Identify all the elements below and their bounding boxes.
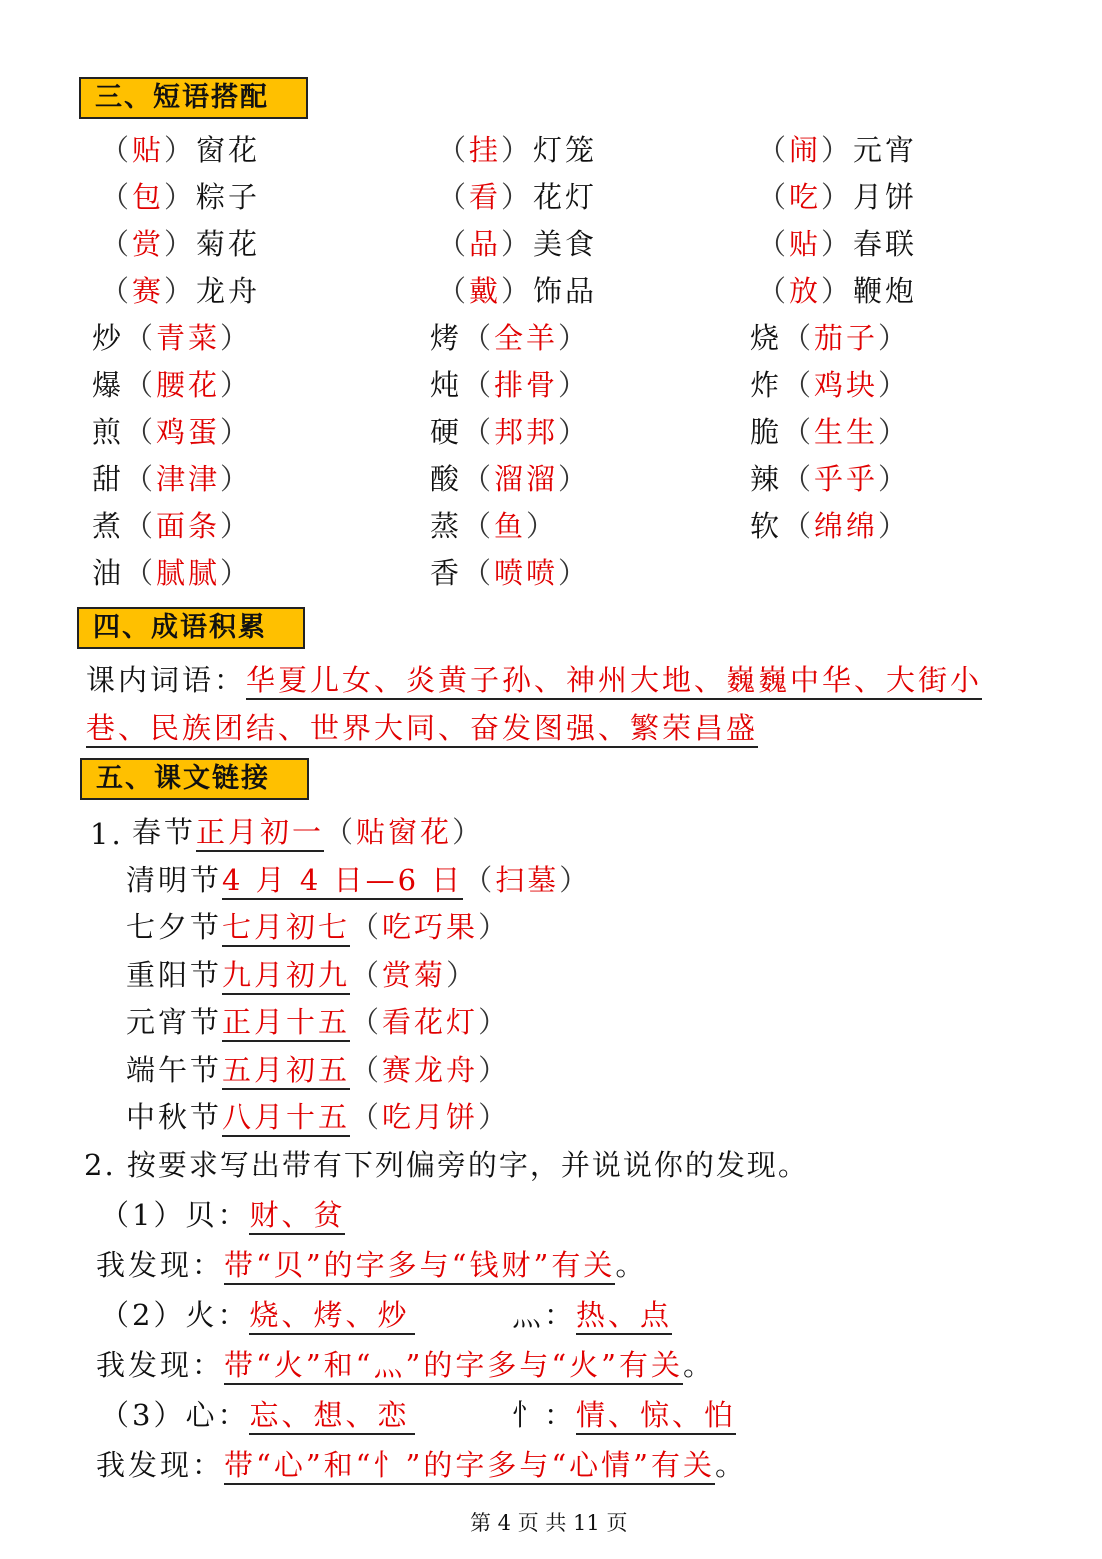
close-paren: ）: [878, 462, 911, 496]
verb-phrase-item: [437, 224, 597, 264]
festival-row: [126, 860, 591, 900]
radical-2-label: （2）火：: [100, 1298, 250, 1332]
noun-phrase-word: 蒸: [430, 509, 463, 543]
open-paren: （: [782, 462, 815, 496]
verb-phrase-item: [757, 177, 917, 217]
radical-3b-label: 忄：: [512, 1398, 577, 1432]
verb-answer: 挂: [469, 133, 502, 167]
radical-2b-line: [512, 1295, 672, 1335]
verb-phrase-item: [100, 177, 260, 217]
close-paren: ）: [478, 1052, 511, 1087]
close-paren: ）: [821, 274, 854, 308]
verb-phrase-word: 美食: [533, 227, 598, 261]
close-paren: ）: [878, 321, 911, 355]
open-paren: （: [124, 415, 157, 449]
noun-answer: 鱼: [494, 509, 527, 543]
close-paren: ）: [558, 368, 591, 402]
verb-phrase-word: 龙舟: [196, 274, 261, 308]
close-paren: ）: [478, 910, 511, 944]
close-paren: ）: [446, 957, 479, 992]
open-paren: （: [757, 133, 790, 167]
festival-name: 清明节: [126, 862, 223, 897]
noun-phrase-word: 烤: [430, 321, 463, 355]
open-paren: （: [437, 274, 470, 308]
verb-answer: 戴: [469, 274, 502, 308]
noun-phrase-item: [430, 553, 590, 593]
festival-custom: 看花灯: [382, 1005, 479, 1039]
verb-phrase-word: 灯笼: [533, 133, 598, 167]
finding-1-period: 。: [615, 1248, 648, 1282]
verb-answer: 品: [469, 227, 502, 261]
open-paren: （: [437, 180, 470, 214]
festival-date: 正月初一: [196, 814, 324, 852]
open-paren: （: [782, 509, 815, 543]
noun-phrase-word: 烧: [750, 321, 783, 355]
radical-3-line: [100, 1395, 415, 1435]
noun-answer: 排骨: [494, 368, 559, 402]
festival-date: 八月十五: [222, 1099, 350, 1137]
radical-2-answer: 烧、烤、炒: [249, 1297, 415, 1335]
verb-phrase-word: 春联: [853, 227, 918, 261]
open-paren: （: [124, 509, 157, 543]
close-paren: ）: [821, 133, 854, 167]
verb-phrase-word: 菊花: [196, 227, 261, 261]
radical-3-answer: 忘、想、恋: [249, 1397, 415, 1435]
open-paren: （: [100, 227, 133, 261]
radical-3b-line: [512, 1395, 736, 1435]
noun-phrase-word: 油: [92, 556, 125, 590]
close-paren: ）: [220, 415, 253, 449]
radical-3-label: （3）心：: [100, 1398, 250, 1432]
verb-answer: 吃: [789, 180, 822, 214]
open-paren: （: [462, 462, 495, 496]
close-paren: ）: [821, 227, 854, 261]
idiom-answer-2: 巷、民族团结、世界大同、奋发图强、繁荣昌盛: [86, 710, 758, 748]
close-paren: ）: [478, 1100, 511, 1134]
finding-3-label: 我发现：: [96, 1448, 225, 1482]
verb-phrase-word: 饰品: [533, 274, 598, 308]
radical-2b-answer: 热、点: [576, 1297, 672, 1335]
open-paren: （: [462, 556, 495, 590]
open-paren: （: [100, 274, 133, 308]
noun-answer: 鸡块: [814, 368, 879, 402]
open-paren: （: [350, 1100, 383, 1134]
noun-answer: 邦邦: [494, 415, 559, 449]
noun-answer: 腰花: [156, 368, 221, 402]
noun-phrase-item: [430, 506, 558, 546]
noun-phrase-word: 硬: [430, 415, 463, 449]
close-paren: ）: [558, 556, 591, 590]
radical-3b-answer: 情、惊、怕: [576, 1397, 736, 1435]
noun-phrase-item: [92, 553, 252, 593]
festival-name: 七夕节: [126, 910, 223, 944]
festival-custom: 贴窗花: [356, 815, 453, 849]
noun-phrase-item: [430, 412, 590, 452]
verb-phrase-word: 花灯: [533, 180, 598, 214]
finding-3-period: 。: [714, 1448, 747, 1482]
open-paren: （: [324, 815, 357, 849]
finding-3-answer: 带“心”和“忄”的字多与“心情”有关: [224, 1447, 715, 1485]
close-paren: ）: [452, 815, 485, 849]
noun-phrase-word: 炒: [92, 321, 125, 355]
festival-name: 端午节: [126, 1052, 223, 1087]
festival-custom: 赏菊: [382, 957, 447, 992]
finding-2-period: 。: [682, 1348, 715, 1382]
noun-phrase-item: [92, 365, 252, 405]
close-paren: ）: [821, 180, 854, 214]
festival-row: [126, 1097, 510, 1137]
finding-2-answer: 带“火”和“灬”的字多与“火”有关: [224, 1347, 683, 1385]
section-5-header: [80, 758, 309, 800]
open-paren: （: [350, 1052, 383, 1087]
close-paren: ）: [526, 509, 559, 543]
section-5-title: 五、课文链接: [96, 763, 270, 794]
finding-1-label: 我发现：: [96, 1248, 225, 1282]
question-2: 2. 按要求写出带有下列偏旁的字，并说说你的发现。: [84, 1148, 809, 1182]
section-3-header: [79, 77, 308, 119]
noun-phrase-word: 甜: [92, 462, 125, 496]
open-paren: （: [462, 368, 495, 402]
festival-custom: 扫墓: [495, 862, 560, 897]
noun-phrase-item: [750, 318, 910, 358]
open-paren: （: [462, 415, 495, 449]
noun-phrase-item: [430, 459, 590, 499]
close-paren: ）: [220, 509, 253, 543]
noun-answer: 青菜: [156, 321, 221, 355]
close-paren: ）: [501, 180, 534, 214]
festival-name: 春节: [132, 815, 197, 849]
verb-phrase-item: [757, 271, 917, 311]
open-paren: （: [463, 862, 496, 897]
festival-name: 元宵节: [126, 1005, 223, 1039]
noun-phrase-word: 煮: [92, 509, 125, 543]
noun-answer: 生生: [814, 415, 879, 449]
verb-phrase-item: [757, 130, 917, 170]
noun-phrase-word: 软: [750, 509, 783, 543]
open-paren: （: [124, 321, 157, 355]
verb-answer: 闹: [789, 133, 822, 167]
noun-phrase-item: [92, 506, 252, 546]
open-paren: （: [124, 556, 157, 590]
open-paren: （: [782, 321, 815, 355]
close-paren: ）: [164, 180, 197, 214]
festival-date: 4 月 4 日—6 日: [222, 862, 463, 900]
close-paren: ）: [878, 368, 911, 402]
festival-custom: 吃月饼: [382, 1100, 479, 1134]
noun-phrase-item: [750, 412, 910, 452]
verb-answer: 放: [789, 274, 822, 308]
open-paren: （: [350, 957, 383, 992]
close-paren: ）: [878, 509, 911, 543]
verb-phrase-word: 粽子: [196, 180, 261, 214]
verb-answer: 赛: [132, 274, 165, 308]
verb-phrase-item: [437, 130, 597, 170]
open-paren: （: [782, 415, 815, 449]
q1-number: 1.: [90, 817, 124, 851]
noun-phrase-word: 脆: [750, 415, 783, 449]
open-paren: （: [782, 368, 815, 402]
noun-answer: 鸡蛋: [156, 415, 221, 449]
close-paren: ）: [478, 1005, 511, 1039]
verb-answer: 看: [469, 180, 502, 214]
verb-answer: 贴: [132, 133, 165, 167]
finding-1-answer: 带“贝”的字多与“钱财”有关: [224, 1247, 615, 1285]
finding-2-label: 我发现：: [96, 1348, 225, 1382]
noun-phrase-item: [750, 506, 910, 546]
close-paren: ）: [220, 462, 253, 496]
noun-answer: 腻腻: [156, 556, 221, 590]
idiom-label: 课内词语：: [86, 663, 247, 697]
festival-name: 重阳节: [126, 957, 223, 992]
open-paren: （: [757, 274, 790, 308]
finding-3-line: [96, 1445, 747, 1485]
festival-date: 七月初七: [222, 909, 350, 947]
verb-phrase-word: 鞭炮: [853, 274, 918, 308]
verb-phrase-word: 窗花: [196, 133, 261, 167]
radical-1-answer: 财、贫: [249, 1197, 345, 1235]
festival-date: 正月十五: [222, 1004, 350, 1042]
noun-phrase-word: 香: [430, 556, 463, 590]
close-paren: ）: [220, 368, 253, 402]
noun-answer: 全羊: [494, 321, 559, 355]
section-4-title: 四、成语积累: [93, 612, 267, 643]
close-paren: ）: [164, 227, 197, 261]
section-3-title: 三、短语搭配: [95, 82, 269, 113]
festival-row: [132, 812, 484, 852]
verb-answer: 贴: [789, 227, 822, 261]
verb-phrase-item: [437, 271, 597, 311]
open-paren: （: [124, 462, 157, 496]
verb-phrase-item: [757, 224, 917, 264]
noun-phrase-item: [750, 459, 910, 499]
radical-2b-label: 灬：: [512, 1298, 577, 1332]
festival-row: [126, 907, 510, 947]
page-footer: 第 4 页 共 11 页: [470, 1511, 628, 1535]
noun-answer: 津津: [156, 462, 221, 496]
open-paren: （: [437, 227, 470, 261]
noun-phrase-item: [750, 365, 910, 405]
noun-answer: 绵绵: [814, 509, 879, 543]
close-paren: ）: [220, 556, 253, 590]
close-paren: ）: [558, 415, 591, 449]
noun-phrase-word: 炸: [750, 368, 783, 402]
finding-1-line: [96, 1245, 647, 1285]
noun-phrase-word: 酸: [430, 462, 463, 496]
noun-phrase-word: 炖: [430, 368, 463, 402]
noun-phrase-item: [430, 365, 590, 405]
noun-answer: 乎乎: [814, 462, 879, 496]
open-paren: （: [757, 180, 790, 214]
close-paren: ）: [558, 462, 591, 496]
festival-row: [126, 1050, 510, 1090]
noun-answer: 茄子: [814, 321, 879, 355]
noun-phrase-word: 煎: [92, 415, 125, 449]
verb-phrase-item: [100, 224, 260, 264]
open-paren: （: [124, 368, 157, 402]
open-paren: （: [100, 133, 133, 167]
festival-row: [126, 955, 478, 995]
open-paren: （: [757, 227, 790, 261]
verb-answer: 包: [132, 180, 165, 214]
close-paren: ）: [501, 274, 534, 308]
close-paren: ）: [164, 274, 197, 308]
festival-custom: 赛龙舟: [382, 1052, 479, 1087]
festival-name: 中秋节: [126, 1100, 223, 1134]
noun-phrase-item: [92, 459, 252, 499]
open-paren: （: [350, 910, 383, 944]
festival-date: 五月初五: [222, 1052, 350, 1090]
idiom-line-2: [86, 708, 758, 748]
open-paren: （: [350, 1005, 383, 1039]
open-paren: （: [462, 509, 495, 543]
open-paren: （: [437, 133, 470, 167]
noun-phrase-word: 辣: [750, 462, 783, 496]
open-paren: （: [100, 180, 133, 214]
verb-phrase-item: [100, 130, 260, 170]
open-paren: （: [462, 321, 495, 355]
noun-answer: 溜溜: [494, 462, 559, 496]
noun-phrase-word: 爆: [92, 368, 125, 402]
radical-1-line: [100, 1195, 345, 1235]
close-paren: ）: [501, 133, 534, 167]
noun-answer: 喷喷: [494, 556, 559, 590]
finding-2-line: [96, 1345, 715, 1385]
close-paren: ）: [164, 133, 197, 167]
noun-phrase-item: [92, 412, 252, 452]
idiom-answer-1: 华夏儿女、炎黄子孙、神州大地、巍巍中华、大街小: [246, 662, 982, 700]
radical-2-line: [100, 1295, 415, 1335]
idiom-line-1: [86, 660, 982, 700]
noun-phrase-item: [430, 318, 590, 358]
close-paren: ）: [220, 321, 253, 355]
section-4-header: [77, 607, 305, 649]
festival-custom: 吃巧果: [382, 910, 479, 944]
noun-phrase-item: [92, 318, 252, 358]
noun-answer: 面条: [156, 509, 221, 543]
verb-phrase-word: 元宵: [853, 133, 918, 167]
verb-phrase-word: 月饼: [853, 180, 918, 214]
festival-date: 九月初九: [222, 957, 350, 995]
verb-phrase-item: [437, 177, 597, 217]
verb-phrase-item: [100, 271, 260, 311]
close-paren: ）: [559, 862, 592, 897]
close-paren: ）: [878, 415, 911, 449]
close-paren: ）: [558, 321, 591, 355]
close-paren: ）: [501, 227, 534, 261]
verb-answer: 赏: [132, 227, 165, 261]
festival-row: [126, 1002, 510, 1042]
radical-1-label: （1）贝：: [100, 1198, 250, 1232]
